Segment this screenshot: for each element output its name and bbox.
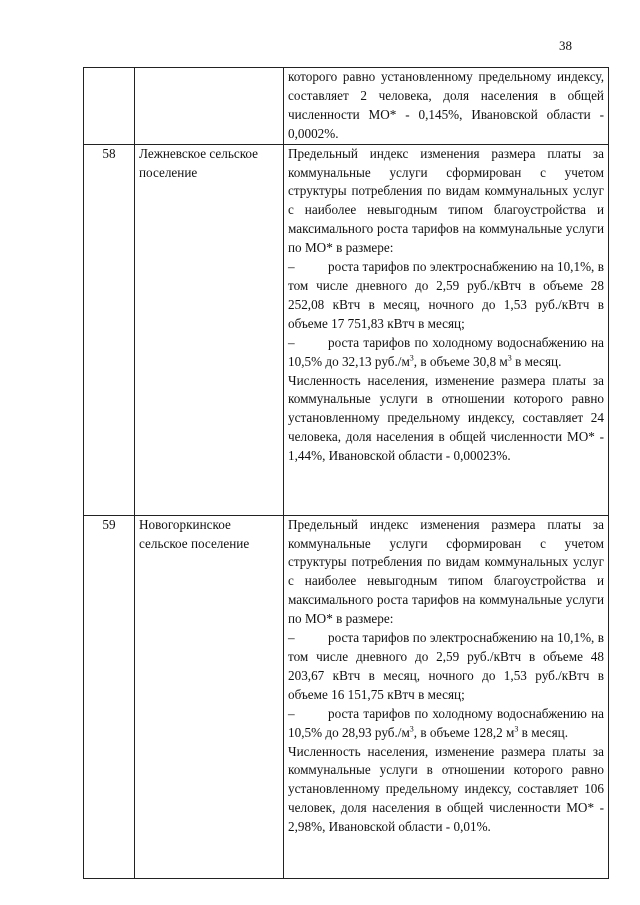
bullet-text-b: , в объеме 128,2 м bbox=[413, 724, 515, 740]
superscript: 3 bbox=[409, 724, 414, 734]
outro-paragraph: Численность населения, изменение размера платы за коммунальные услуги в отношении которого равно установленному предельному индексу, составляет 24 человека, доля населения в общей численности МО* - 1,44%, Ивановской области - 0,00023%. bbox=[288, 372, 604, 464]
row-number: 58 bbox=[84, 144, 135, 515]
bullet-text: роста тарифов по электроснабжению на 10,1%, в том числе дневного до 2,59 руб./кВтч в объеме 48 203,67 кВтч в месяц, ночного до 1,53 руб./кВтч в объеме 16 151,75 кВтч в месяц; bbox=[288, 630, 604, 702]
intro-paragraph: Предельный индекс изменения размера платы за коммунальные услуги сформирован с учетом структуры потребления по видам коммунальных услуг с наиболее невыгодным типом благоустройства и максимального роста тарифов на коммунальные услуги по МО* в размере: bbox=[288, 145, 604, 256]
tariff-table bbox=[83, 67, 609, 879]
superscript: 3 bbox=[507, 353, 512, 363]
bullet-text-a: роста тарифов по холодному водоснабжению на 10,5% до 32,13 руб./м bbox=[288, 334, 604, 369]
table-row bbox=[84, 515, 609, 878]
dash-marker: – bbox=[288, 259, 295, 275]
superscript: 3 bbox=[514, 724, 519, 734]
municipality-name: Новогоркинское сельское поселение bbox=[135, 515, 284, 878]
bullet-water bbox=[288, 705, 604, 743]
dash-marker: – bbox=[288, 334, 295, 350]
municipality-name: Лежневское сельское поселение bbox=[135, 144, 284, 515]
bullet-text-a: роста тарифов по холодному водоснабжению на 10,5% до 28,93 руб./м bbox=[288, 705, 604, 740]
continuation-text: которого равно установленному предельному индексу, составляет 2 человека, доля населения в общей численности МО* - 0,145%, Ивановской области - 0,0002%. bbox=[288, 69, 604, 141]
bullet-electricity bbox=[288, 629, 604, 705]
row-number-cell bbox=[84, 68, 135, 145]
row-number: 59 bbox=[84, 515, 135, 878]
municipality-cell bbox=[135, 68, 284, 145]
intro-paragraph: Предельный индекс изменения размера платы за коммунальные услуги сформирован с учетом структуры потребления по видам коммунальных услуг с наиболее невыгодным типом благоустройства и максимального роста тарифов на коммунальные услуги по МО* в размере: bbox=[288, 516, 604, 627]
bullet-text-c: в месяц. bbox=[518, 724, 568, 740]
description-cell bbox=[284, 515, 609, 878]
bullet-text-c: в месяц. bbox=[511, 353, 562, 369]
superscript: 3 bbox=[409, 353, 414, 363]
bullet-text: роста тарифов по электроснабжению на 10,1%, в том числе дневного до 2,59 руб./кВтч в объеме 28 252,08 кВтч в месяц, ночного до 1,53 руб./кВтч в объеме 17 751,83 кВтч в месяц; bbox=[288, 259, 604, 331]
page-number: 38 bbox=[559, 38, 572, 53]
bullet-text-b: , в объеме 30,8 м bbox=[413, 353, 508, 369]
dash-marker: – bbox=[288, 705, 295, 721]
bullet-electricity bbox=[288, 258, 604, 334]
description-cell bbox=[284, 68, 609, 145]
bullet-water bbox=[288, 334, 604, 372]
description-cell bbox=[284, 144, 609, 515]
table-row bbox=[84, 144, 609, 515]
outro-paragraph: Численность населения, изменение размера платы за коммунальные услуги в отношении которого равно установленному предельному индексу, составляет 106 человек, доля населения в общей численности МО* - 2,98%, Ивановской области - 0,01%. bbox=[288, 743, 604, 835]
dash-marker: – bbox=[288, 630, 295, 646]
table-row-continuation bbox=[84, 68, 609, 145]
